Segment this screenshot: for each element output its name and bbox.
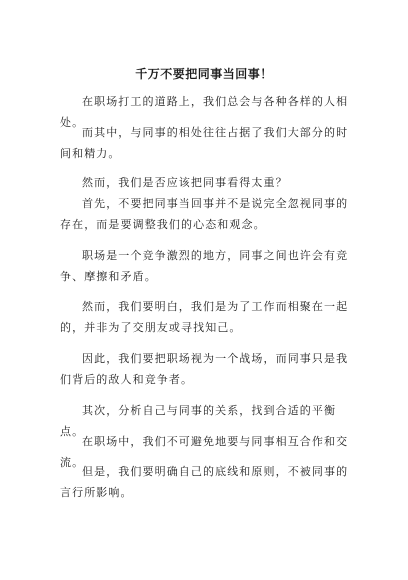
paragraph-6: 然而，我们要明白，我们是为了工作而相聚在一起的，并非为了交朋友或寻找知己。 [60, 300, 349, 334]
paragraph-1: 在职场打工的道路上，我们总会与各种各样的人相处。 [60, 95, 349, 129]
paragraph-7: 因此，我们要把职场视为一个战场，而同事只是我们背后的敌人和竞争者。 [60, 352, 349, 386]
paragraph-3: 然而，我们是否应该把同事看得太重？ [82, 176, 288, 189]
paragraph-9: 在职场中，我们不可避免地要与同事相互合作和交流。 [60, 435, 349, 469]
paragraph-5: 职场是一个竞争激烈的地方，同事之间也许会有竞争、摩擦和矛盾。 [60, 249, 349, 283]
paragraph-2: 而其中，与同事的相处往往占据了我们大部分的时间和精力。 [60, 126, 349, 160]
paragraph-10: 但是，我们要明确自己的底线和原则，不被同事的言行所影响。 [60, 465, 349, 499]
paragraph-4: 首先，不要把同事当回事并不是说完全忽视同事的存在，而是要调整我们的心态和观念。 [60, 197, 349, 231]
document-title: 千万不要把同事当回事！ [135, 67, 273, 81]
paragraph-8: 其次，分析自己与同事的关系，找到合适的平衡点。 [60, 404, 337, 438]
